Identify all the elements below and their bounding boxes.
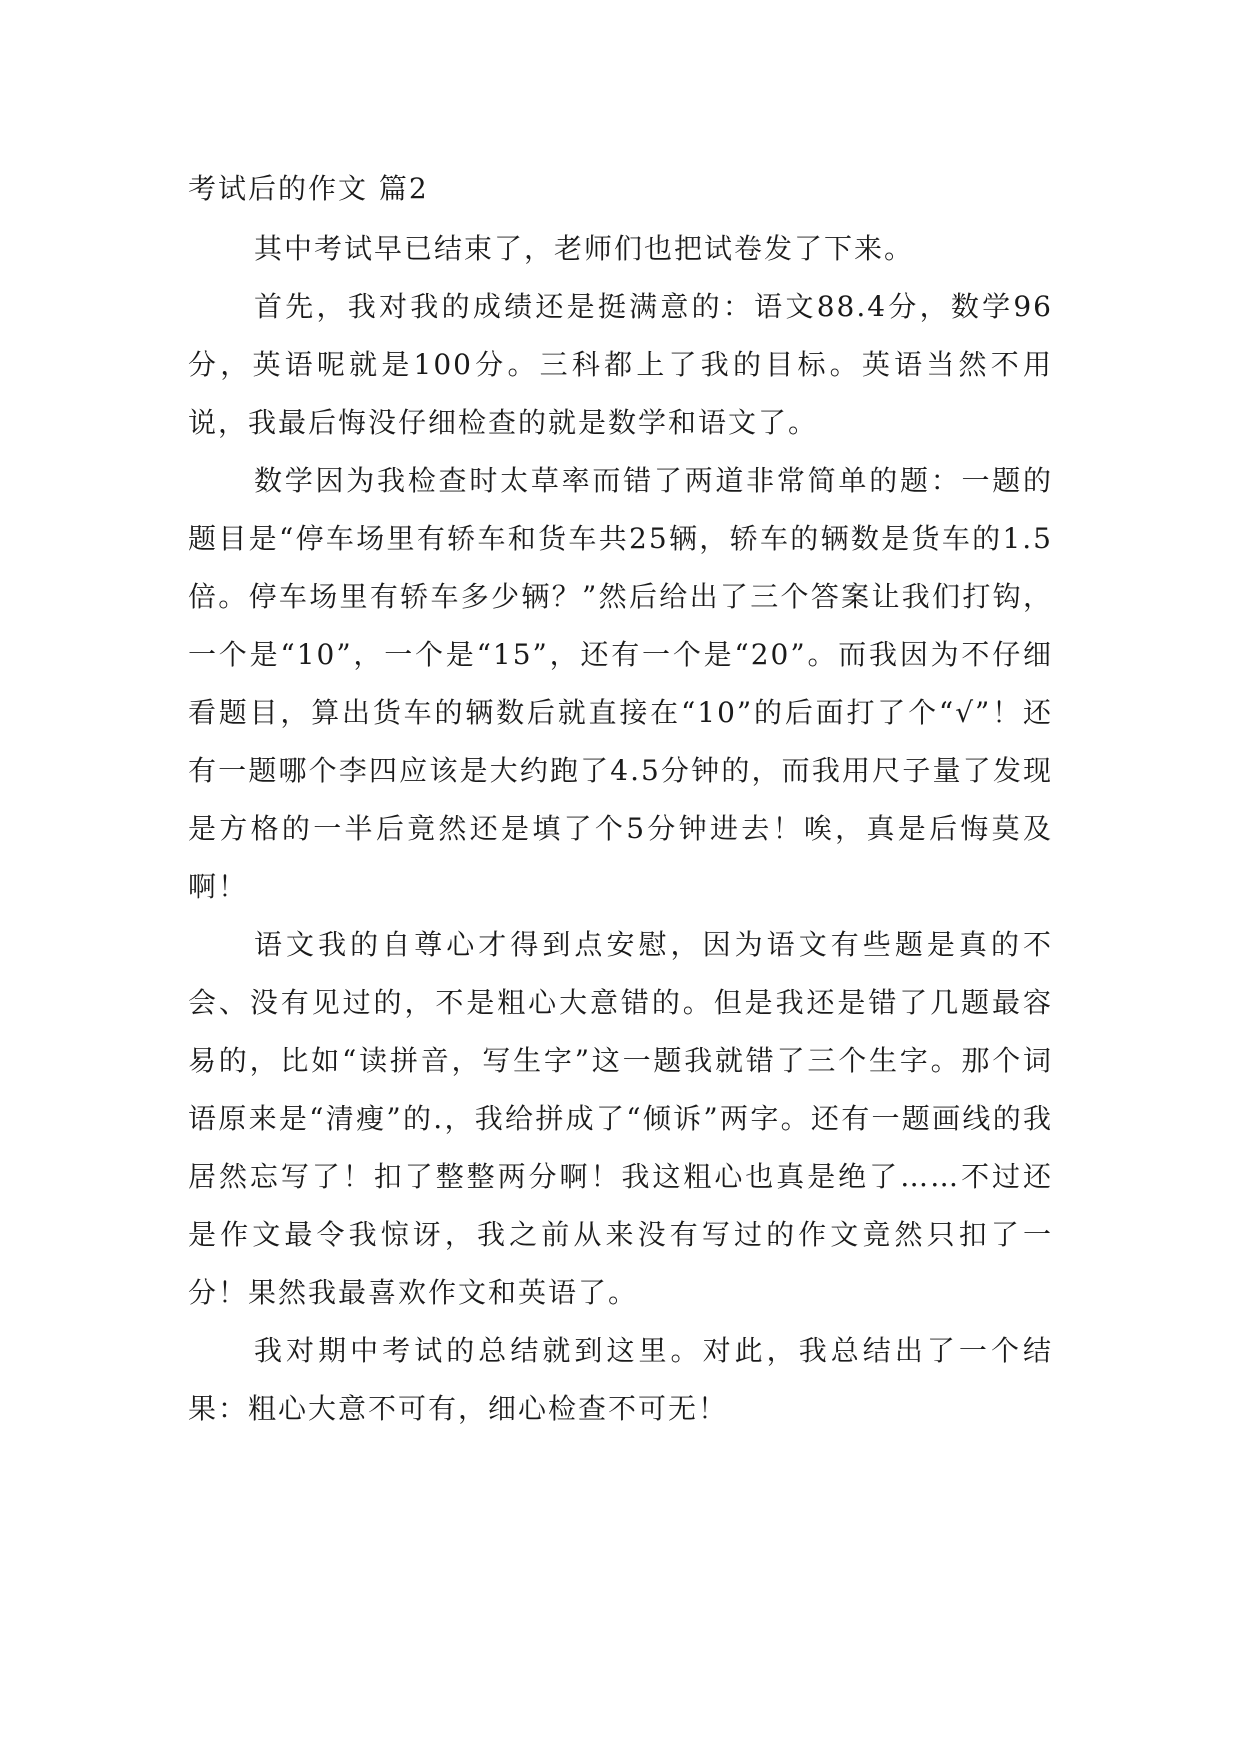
paragraph-3: 数学因为我检查时太草率而错了两道非常简单的题：一题的题目是“停车场里有轿车和货车共25辆，轿车的辆数是货车的1.5倍。停车场里有轿车多少辆？”然后给出了三个答案让我们打钩，一个是“10”，一个是“15”，还有一个是“20”。而我因为不仔细看题目，算出货车的辆数后就直接在“10”的后面打了个“√”！还有一题哪个李四应该是大约跑了4.5分钟的，而我用尺子量了发现是方格的一半后竟然还是填了个5分钟进去！唉，真是后悔莫及啊！ — [188, 464, 1053, 903]
paragraph-2: 首先，我对我的成绩还是挺满意的：语文88.4分，数学96分，英语呢就是100分。三科都上了我的目标。英语当然不用说，我最后悔没仔细检查的就是数学和语文了。 — [188, 290, 1053, 439]
paragraph-4: 语文我的自尊心才得到点安慰，因为语文有些题是真的不会、没有见过的，不是粗心大意错的。但是我还是错了几题最容易的，比如“读拼音，写生字”这一题我就错了三个生字。那个词语原来是“清瘦”的.，我给拼成了“倾诉”两字。还有一题画线的我居然忘写了！扣了整整两分啊！我这粗心也真是绝了……不过还是作文最令我惊讶，我之前从来没有写过的作文竟然只扣了一分！果然我最喜欢作文和英语了。 — [188, 928, 1053, 1309]
essay-title: 考试后的作文 篇2 — [188, 172, 429, 205]
paragraph-5: 我对期中考试的总结就到这里。对此，我总结出了一个结果：粗心大意不可有，细心检查不可无！ — [188, 1334, 1053, 1425]
paragraph-1: 其中考试早已结束了，老师们也把试卷发了下来。 — [254, 232, 915, 265]
document-body — [188, 160, 1053, 1438]
